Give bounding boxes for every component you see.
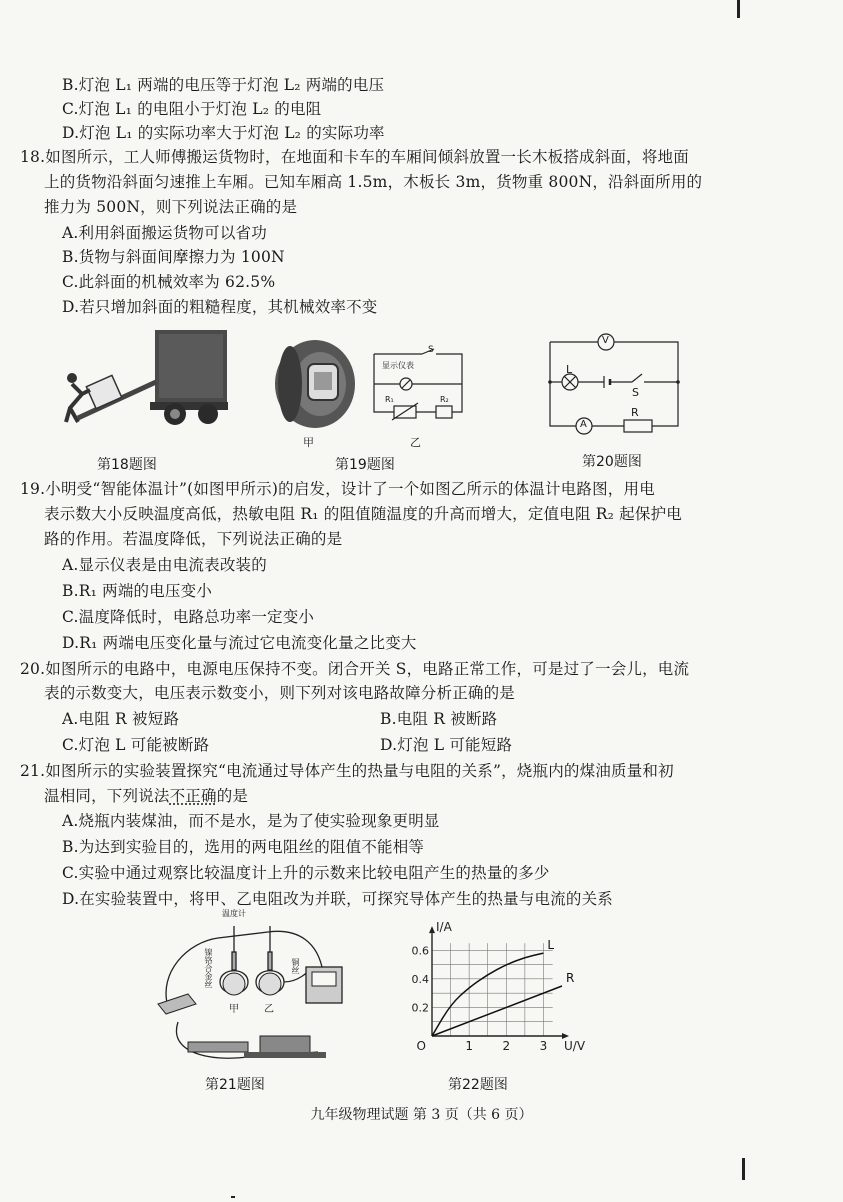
y-axis-label: I/A [436,920,452,935]
q20-option-d: D.灯泡 L 可能短路 [380,736,513,754]
q20-option-c: C.灯泡 L 可能被断路 [62,736,210,754]
fig21-label-jia: 甲 [229,1004,239,1015]
q18-option-a: A.利用斜面搬运货物可以省功 [62,224,267,242]
series-label-L: L [547,938,555,953]
fig20-label-a: A [580,419,587,430]
q18-option-d: D.若只增加斜面的粗糙程度，其机械效率不变 [62,298,378,316]
q19-stem-line3: 路的作用。若温度降低，下列说法正确的是 [44,530,343,548]
x-tick-label: 1 [465,1039,473,1053]
x-tick-label: 2 [502,1039,511,1053]
fig19-label-yi: 乙 [410,436,421,449]
edge-mark-bottom [742,1158,745,1180]
x-axis-label: U/V [564,1039,586,1053]
fig20-circuit-diagram [546,334,682,434]
fig20-label-s: S [632,386,639,399]
fig19-label-jia: 甲 [303,436,314,449]
q21-option-a: A.烧瓶内装煤油，而不是水，是为了使实验现象更明显 [62,812,440,830]
q17-option-c: C.灯泡 L₁ 的电阻小于灯泡 L₂ 的电阻 [62,100,322,118]
q21-stem-line2 [44,785,248,807]
fig20-caption: 第20题图 [582,454,642,470]
q19-option-d: D.R₁ 两端电压变化量与流过它电流变化量之比变大 [62,634,417,652]
fig21-label-yi: 乙 [264,1004,274,1015]
y-tick-label: 0.6 [411,944,429,958]
fig21-label-thermometer: 温度计 [222,909,246,918]
series-line-R [432,986,562,1036]
y-tick-label: 0.4 [411,972,429,986]
fig19-label-r2: R₂ [440,395,449,404]
fig19-thermometer-photo [270,332,360,432]
q20-stem-line2: 表的示数变大，电压表示数变小，则下列对该电路故障分析正确的是 [44,684,516,702]
q18-stem-line3: 推力为 500N，则下列说法正确的是 [44,198,298,216]
fig19-label-r1: R₁ [385,395,394,404]
fig20-label-r: R [631,406,639,419]
page-footer: 九年级物理试题 第 3 页（共 6 页） [310,1107,533,1123]
fig19-label-meter: 显示仪表 [382,361,414,370]
q19-stem-line2: 表示数大小反映温度高低，热敏电阻 R₁ 的阻值随温度的升高而增大，定值电阻 R₂ 起保护电 [44,505,682,523]
q21-option-c: C.实验中通过观察比较温度计上升的示数来比较电阻产生的热量的多少 [62,864,550,882]
q21-emphasis-not-correct: 不正确 [169,787,217,805]
q21-stem-line2-a: 温相同，下列说法 [44,787,170,805]
origin-label: O [416,1039,426,1053]
q18-stem-line2: 上的货物沿斜面匀速推上车厢。已知车厢高 1.5m，木板长 3m，货物重 800N，沿斜面所用的 [44,173,703,191]
q21-stem-line2-b: 的是 [216,787,249,805]
fig19-label-s: S [428,345,434,355]
q17-option-d: D.灯泡 L₁ 的实际功率大于灯泡 L₂ 的实际功率 [62,124,385,142]
fig21-label-right-wire: 铜丝 [291,958,300,974]
fig20-label-v: V [602,335,609,346]
fig21-caption: 第21题图 [205,1077,265,1093]
fig19-caption: 第19题图 [335,457,395,473]
y-tick-label: 0.2 [411,1001,429,1015]
q21-stem-line1: 21.如图所示的实验装置探究“电流通过导体产生的热量与电阻的关系”，烧瓶内的煤油质量和初 [20,762,674,780]
fig18-caption: 第18题图 [97,457,157,473]
q20-option-b: B.电阻 R 被断路 [380,710,498,728]
q19-stem-line1: 19.小明受“智能体温计”(如图甲所示)的启发，设计了一个如图乙所示的体温计电路图，用电 [20,480,655,498]
fig18-ramp-illustration [60,328,230,428]
fig22-iu-graph [400,918,590,1063]
q20-option-a: A.电阻 R 被短路 [62,710,180,728]
series-label-R: R [566,971,575,985]
fig22-caption: 第22题图 [448,1077,508,1093]
scan-tick [231,1196,235,1198]
x-tick-label: 3 [539,1039,548,1053]
q20-stem-line1: 20.如图所示的电路中，电源电压保持不变。闭合开关 S，电路正常工作，可是过了一会儿，电流 [20,660,690,678]
q19-option-a: A.显示仪表是由电流表改装的 [62,556,267,574]
q18-option-b: B.货物与斜面间摩擦力为 100N [62,248,285,266]
q17-option-b: B.灯泡 L₁ 两端的电压等于灯泡 L₂ 两端的电压 [62,76,385,94]
y-axis-arrow [429,926,435,933]
edge-mark-top [737,0,740,18]
fig21-label-left-wire: 镍铬合金丝 [204,948,213,988]
fig20-label-l: L [566,363,573,376]
q19-option-b: B.R₁ 两端的电压变小 [62,582,213,600]
q18-option-c: C.此斜面的机械效率为 62.5% [62,273,276,291]
q18-stem-line1: 18.如图所示，工人师傅搬运货物时，在地面和卡车的车厢间倾斜放置一长木板搭成斜面，将地面 [20,148,689,166]
q21-option-b: B.为达到实验目的，选用的两电阻丝的阻值不能相等 [62,838,425,856]
q19-option-c: C.温度降低时，电路总功率一定变小 [62,608,315,626]
q21-option-d: D.在实验装置中，将甲、乙电阻改为并联，可探究导体产生的热量与电流的关系 [62,890,614,908]
fig21-apparatus-illustration [148,912,348,1072]
